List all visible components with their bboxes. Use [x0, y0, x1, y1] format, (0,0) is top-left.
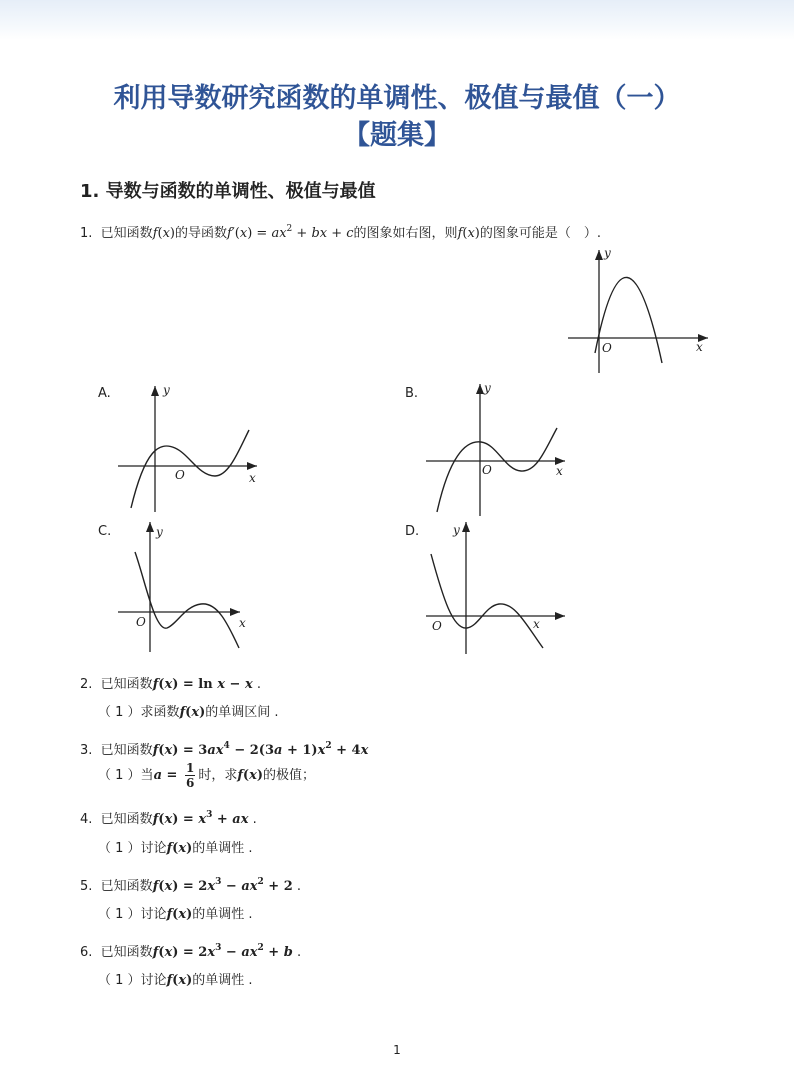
- derivative-graph: [560, 245, 720, 375]
- question-1: 1. 已知函数f(x)的导函数$f'(x) = ax^2$ + bx + c的图象如右图，则f(x)的图象可能是（ ）.: [80, 224, 602, 241]
- origin-label: O: [602, 341, 612, 355]
- sub-question-text: 的单调性 .: [192, 907, 253, 922]
- sub-question-number: （ 1 ）: [98, 768, 141, 783]
- y-axis-label: y: [453, 523, 460, 537]
- question-text: 的图象如右图，则: [353, 226, 458, 241]
- origin-label: O: [432, 619, 442, 633]
- sub-question-text: 讨论: [140, 841, 167, 856]
- sub-question-text: 时，求: [198, 768, 238, 783]
- question-2-part-1: （ 1 ）求函数f(x)的单调区间 .: [98, 705, 279, 720]
- section-heading: 1. 导数与函数的单调性、极值与最值: [80, 181, 376, 202]
- option-c-label: C.: [98, 524, 112, 539]
- option-a-label: A.: [98, 386, 111, 401]
- sub-question-text: 当: [140, 768, 154, 783]
- question-text: .: [296, 945, 302, 960]
- origin-label: O: [482, 463, 492, 477]
- sub-question-text: 讨论: [140, 973, 167, 988]
- x-axis-label: x: [696, 340, 703, 354]
- option-d-graph[interactable]: [423, 518, 573, 658]
- sub-question-text: 讨论: [140, 907, 167, 922]
- question-5: 5. 已知函数$f(x) = 2x^3 - ax^2 + 2$ .: [80, 877, 302, 894]
- question-number: 5.: [80, 879, 93, 894]
- question-text: 的导函数: [175, 226, 228, 241]
- header-band: [0, 0, 794, 40]
- x-axis-label: x: [533, 617, 540, 631]
- question-text: 已知函数: [100, 743, 153, 758]
- question-6-part-1: （ 1 ）讨论f(x)的单调性 .: [98, 973, 253, 988]
- question-number: 6.: [80, 945, 93, 960]
- question-text: 已知函数: [100, 226, 153, 241]
- question-text: .: [296, 879, 302, 894]
- question-3-part-1: （ 1 ）当a = $\frac{1}{6}$ 时，求f(x)的极值；: [98, 761, 316, 790]
- question-text: 的图象可能是（ ）.: [479, 226, 602, 241]
- option-b-label: B.: [405, 386, 419, 401]
- sub-question-number: （ 1 ）: [98, 973, 141, 988]
- sub-question-text: 求函数: [140, 705, 180, 720]
- question-number: 4.: [80, 812, 93, 827]
- sub-question-number: （ 1 ）: [98, 841, 141, 856]
- question-number: 3.: [80, 743, 93, 758]
- fraction: $\frac{1}{6}$: [185, 761, 195, 790]
- question-text: 已知函数: [100, 945, 153, 960]
- y-axis-label: y: [604, 246, 611, 260]
- question-number: 1.: [80, 226, 93, 241]
- x-axis-label: x: [556, 464, 563, 478]
- origin-label: O: [175, 468, 185, 482]
- x-axis-label: x: [249, 471, 256, 485]
- y-axis-label: y: [484, 381, 491, 395]
- question-4-part-1: （ 1 ）讨论f(x)的单调性 .: [98, 841, 253, 856]
- y-axis-label: y: [156, 525, 163, 539]
- option-c-graph[interactable]: [115, 518, 265, 653]
- sub-question-text: 的单调性 .: [192, 973, 253, 988]
- question-text: .: [252, 812, 257, 827]
- question-6: 6. 已知函数$f(x) = 2x^3 - ax^2 + b$ .: [80, 943, 302, 960]
- question-text: .: [256, 677, 261, 692]
- question-text: 已知函数: [100, 677, 153, 692]
- sub-question-text: 的单调区间 .: [205, 705, 279, 720]
- question-text: 已知函数: [100, 812, 153, 827]
- origin-label: O: [136, 615, 146, 629]
- question-5-part-1: （ 1 ）讨论f(x)的单调性 .: [98, 907, 253, 922]
- page-number: 1: [393, 1043, 401, 1057]
- option-b-graph[interactable]: [423, 378, 573, 518]
- page-title-tag: 【题集】: [343, 120, 451, 151]
- sub-question-text: 的单调性 .: [192, 841, 253, 856]
- page-title: 利用导数研究函数的单调性、极值与最值（一）: [113, 83, 681, 114]
- question-4: 4. 已知函数$f(x) = x^3$ + ax .: [80, 810, 257, 827]
- sub-question-number: （ 1 ）: [98, 705, 141, 720]
- question-number: 2.: [80, 677, 93, 692]
- option-d-label: D.: [405, 524, 420, 539]
- sub-question-text: 的极值；: [263, 768, 316, 783]
- y-axis-label: y: [163, 383, 170, 397]
- option-a-graph[interactable]: [115, 380, 265, 515]
- question-3: 3. 已知函数$f(x) = 3ax^4 - 2(3a + 1)x^2 + 4x$: [80, 741, 369, 758]
- question-2: 2. 已知函数f(x) = ln x − x .: [80, 677, 261, 692]
- question-text: 已知函数: [100, 879, 153, 894]
- sub-question-number: （ 1 ）: [98, 907, 141, 922]
- x-axis-label: x: [239, 616, 246, 630]
